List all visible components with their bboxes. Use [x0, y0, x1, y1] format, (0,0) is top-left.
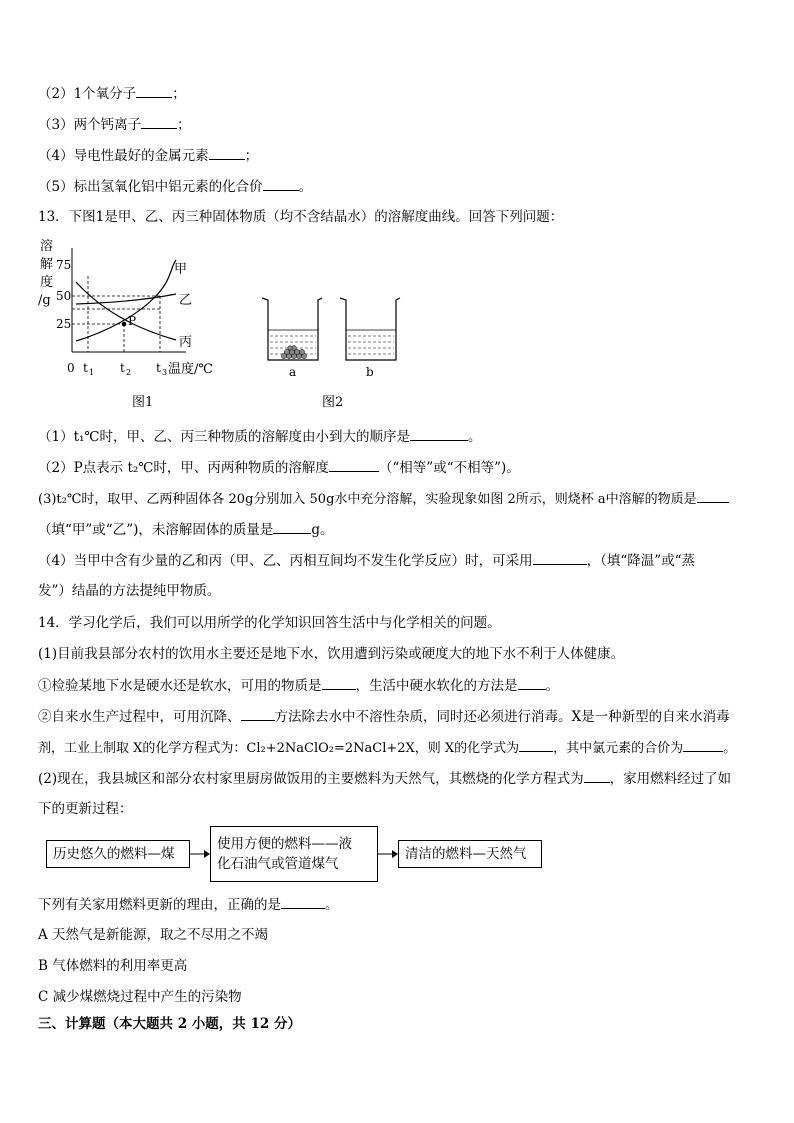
x-tick-label: t: [156, 361, 161, 375]
arrow-right-icon: [378, 846, 398, 862]
q14-sub-1c-text: 剂，工业上制取 X的化学方程式为：Cl₂+2NaClO₂=2NaCl+2X，则 X的化学式为: [38, 741, 520, 756]
section-heading: 三、计算题（本大题共 2 小题，共 12 分）: [38, 1016, 301, 1032]
q13-item-3-cont-end: g。: [311, 522, 334, 538]
q14-sub-2-text: (2)现在，我县城区和部分农村家里厨房做饭用的主要燃料为天然气，其燃烧的化学方程式为: [38, 771, 584, 787]
y-tick-label: 50: [56, 289, 72, 303]
q12-item-3-end: ；: [177, 117, 191, 133]
q13-item-4: [38, 551, 695, 570]
q13-item-2-text: （2）P点表示 t₂℃时，甲、丙两种物质的溶解度: [38, 460, 329, 476]
q12-item-5: [38, 177, 312, 196]
x-tick-sub: 3: [162, 368, 168, 377]
beaker-label: a: [289, 365, 297, 379]
q14-sub-1c: [38, 738, 736, 758]
x-axis-label: 温度/℃: [168, 362, 213, 377]
q14-sub-1a-end: 。: [545, 678, 559, 694]
y-tick-label: 25: [56, 317, 72, 331]
fuel-update-flow: [46, 826, 556, 882]
q13-item-2: [38, 458, 520, 477]
option-b[interactable]: B 气体燃料的利用率更高: [38, 958, 188, 974]
q14-sub-2-end: ，家用燃料经过了如: [609, 771, 732, 787]
undissolved-solid: [281, 346, 306, 359]
q13-item-4-cont: 发”）结晶的方法提纯甲物质。: [38, 583, 221, 599]
q12-item-5-text: （5）标出氢氧化铝中铝元素的化合价: [38, 179, 263, 195]
curve-label: 乙: [179, 293, 193, 308]
q13-item-3-text: (3)t₂℃时，取甲、乙两种固体各 20g分别加入 50g水中充分溶解，实验现象如图 2所示，则烧杯 a中溶解的物质是: [38, 492, 697, 507]
answer-blank[interactable]: [322, 676, 356, 690]
answer-blank[interactable]: [281, 895, 325, 909]
q14-sub-2: [38, 769, 731, 788]
answer-blank[interactable]: [683, 738, 723, 752]
answer-blank[interactable]: [410, 427, 468, 441]
flow-box-lpg-line2: 化石油气或管道煤气: [217, 856, 339, 872]
point-p-label: P: [128, 314, 137, 328]
q13-item-2-end: （“相等”或“不相等”)。: [378, 460, 520, 476]
origin-label: 0: [67, 361, 75, 375]
beaker-b: [340, 298, 400, 360]
q14-sub-1b-text: ②自来水生产过程中，可用沉降、: [38, 709, 241, 725]
ylabel-char: 解: [40, 257, 54, 272]
answer-blank[interactable]: [519, 738, 553, 752]
q13-item-3-cont: [38, 520, 334, 539]
q14-sub-1b-end: 方法除去水中不溶性杂质，同时还必须进行消毒。X是一种新型的自来水消毒: [274, 709, 730, 725]
answer-blank[interactable]: [209, 146, 245, 160]
q14-sub-1c-mid: ，其中氯元素的合价为: [553, 741, 684, 756]
ylabel-char: 溶: [40, 239, 54, 254]
answer-blank[interactable]: [263, 177, 299, 191]
q13-item-1-text: （1）t₁℃时，甲、乙、丙三种物质的溶解度由小到大的顺序是: [38, 429, 411, 445]
answer-blank[interactable]: [329, 458, 379, 472]
x-tick-sub: 2: [126, 368, 132, 377]
solubility-curve-figure: [36, 236, 236, 416]
q13-item-1-end: 。: [468, 429, 482, 445]
figure-caption: 图1: [132, 395, 154, 410]
q12-item-5-end: 。: [298, 179, 313, 195]
x-tick-label: t: [83, 361, 88, 375]
answer-blank[interactable]: [518, 676, 546, 690]
beaker-outline: [340, 298, 400, 360]
answer-blank[interactable]: [533, 551, 587, 565]
curve-label: 甲: [174, 262, 188, 277]
q12-item-3-text: （3）两个钙离子: [38, 117, 142, 133]
point-p-marker: [122, 322, 127, 327]
curve-label: 丙: [179, 335, 193, 350]
flow-box-natural-gas: 清洁的燃料—天然气: [398, 840, 542, 868]
q14-ask-text: 下列有关家用燃料更新的理由，正确的是: [38, 897, 281, 913]
q14-sub-1c-end: 。: [723, 741, 737, 756]
q12-item-2-text: （2）1个氧分子: [38, 86, 137, 102]
option-a[interactable]: A 天然气是新能源，取之不尽用之不竭: [38, 927, 269, 943]
q13-item-4-end: ，（填“降温”或“蒸: [586, 553, 696, 569]
q13-item-4-text: （4）当甲中含有少量的乙和丙（甲、乙、丙相互间均不发生化学反应）时，可采用: [38, 553, 533, 569]
q12-item-4: [38, 146, 258, 165]
water-lines: [348, 336, 394, 354]
q14-sub-1a-mid: ，生活中硬水软化的方法是: [355, 678, 518, 694]
figure-caption: 图2: [322, 395, 344, 410]
q12-item-3: [38, 115, 191, 134]
x-tick-label: t: [120, 361, 125, 375]
arrow-right-icon: [190, 846, 210, 862]
q13-stem: 13．下图1是甲、乙、丙三种固体物质（均不含结晶水）的溶解度曲线。回答下列问题：: [38, 209, 564, 225]
q14-sub-1b: [38, 707, 730, 726]
answer-blank[interactable]: [584, 769, 610, 783]
flow-box-lpg-line1: 使用方便的燃料——液: [217, 836, 352, 852]
answer-blank[interactable]: [273, 520, 311, 534]
ylabel-char: 度: [40, 275, 54, 290]
q12-item-4-text: （4）导电性最好的金属元素: [38, 148, 209, 164]
answer-blank[interactable]: [136, 84, 172, 98]
q12-item-2: [38, 84, 186, 103]
curve-yi: [76, 294, 176, 304]
x-tick-sub: 1: [89, 368, 95, 377]
ylabel-char: /g: [38, 293, 51, 308]
q14-sub-1a: [38, 676, 559, 695]
flow-box-lpg: [210, 826, 378, 882]
q14-sub-2-cont: 下的更新过程：: [38, 801, 133, 817]
y-tick-label: 75: [56, 258, 72, 272]
flow-box-coal: 历史悠久的燃料—煤: [46, 840, 190, 868]
answer-blank[interactable]: [697, 489, 729, 503]
beaker-label: b: [366, 365, 374, 379]
answer-blank[interactable]: [241, 707, 275, 721]
q14-ask: [38, 895, 339, 914]
beaker-a: [262, 298, 322, 360]
q14-sub-1a-text: ①检验某地下水是硬水还是软水，可用的物质是: [38, 678, 322, 694]
beaker-figure: [250, 290, 410, 418]
q12-item-2-end: ；: [172, 86, 186, 102]
answer-blank[interactable]: [141, 115, 177, 129]
q14-sub-1: (1)目前我县部分农村的饮用水主要还是地下水，饮用遭到污染或硬度大的地下水不利于人体健康。: [38, 646, 625, 662]
q13-item-1: [38, 427, 482, 446]
q12-item-4-end: ；: [244, 148, 259, 164]
option-c[interactable]: C 减少煤燃烧过程中产生的污染物: [38, 989, 242, 1005]
q14-ask-end: 。: [325, 897, 339, 913]
q13-item-3: [38, 489, 729, 509]
q14-stem: 14．学习化学后，我们可以用所学的化学知识回答生活中与化学相关的问题。: [38, 615, 501, 631]
q13-item-3-cont-text: （填“甲”或“乙”)，未溶解固体的质量是: [38, 522, 274, 538]
